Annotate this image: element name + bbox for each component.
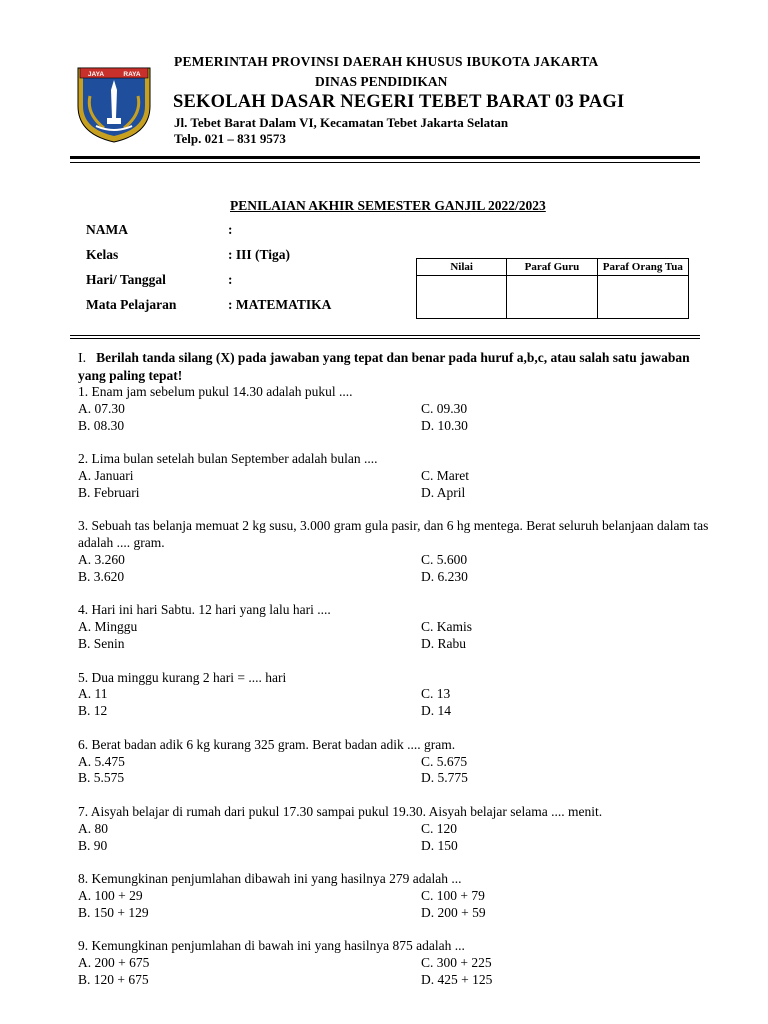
question-item (78, 737, 728, 787)
answer-option[interactable]: C. Kamis (421, 619, 473, 635)
grade-table (416, 258, 689, 319)
answer-option[interactable]: A. Minggu (78, 619, 138, 635)
question-text: 5. Dua minggu kurang 2 hari = .... hari (78, 669, 287, 685)
logo-banner-right: RAYA (123, 71, 141, 78)
answer-options (78, 888, 728, 922)
question-text: 4. Hari ini hari Sabtu. 12 hari yang lalu hari .... (78, 602, 331, 618)
answer-options (78, 468, 728, 502)
section-number: I. (78, 351, 87, 366)
answer-option[interactable]: B. 150 + 129 (78, 904, 149, 920)
answer-option[interactable]: A. 07.30 (78, 400, 125, 416)
section-divider (70, 338, 700, 339)
answer-options (78, 686, 728, 720)
answer-option[interactable]: C. 5.600 (421, 551, 468, 567)
exam-title: PENILAIAN AKHIR SEMESTER GANJIL 2022/2023 (230, 198, 546, 213)
question-item (78, 938, 728, 988)
answer-option[interactable]: A. 3.260 (78, 551, 125, 567)
field-value: : III (Tiga) (228, 247, 291, 262)
answer-option[interactable]: D. April (421, 484, 466, 500)
question-text: 1. Enam jam sebelum pukul 14.30 adalah pukul .... (78, 384, 353, 399)
answer-option[interactable]: B. Senin (78, 635, 125, 651)
header-divider-thick (70, 156, 700, 159)
answer-option[interactable]: D. 150 (421, 837, 458, 853)
field-label: NAMA (86, 222, 128, 237)
instruction-text: Berilah tanda silang (X) pada jawaban yang tepat dan benar pada huruf a,b,c, atau salah satu jawaban yang paling tepat! (78, 350, 690, 383)
answer-option[interactable]: C. 13 (421, 686, 451, 702)
question-item (78, 670, 728, 720)
field-label: Hari/ Tanggal (86, 272, 166, 287)
field-value: : (228, 222, 233, 237)
instruction (78, 349, 718, 384)
answer-option[interactable]: B. 90 (78, 837, 108, 853)
answer-option[interactable]: D. 425 + 125 (421, 971, 493, 987)
answer-option[interactable]: A. 100 + 29 (78, 887, 143, 903)
answer-option[interactable]: D. 14 (421, 703, 451, 719)
question-text: 9. Kemungkinan penjumlahan di bawah ini yang hasilnya 875 adalah ... (78, 938, 465, 954)
answer-option[interactable]: B. 120 + 675 (78, 971, 149, 987)
question-text: 6. Berat badan adik 6 kg kurang 325 gram. Berat badan adik .... gram. (78, 736, 456, 752)
grade-cell-paraf-guru[interactable] (507, 276, 597, 319)
answer-option[interactable]: D. Rabu (421, 635, 466, 651)
jaya-raya-emblem-icon (74, 66, 154, 144)
school-address: Jl. Tebet Barat Dalam VI, Kecamatan Tebet Jakarta Selatan (174, 115, 509, 130)
header-divider-thin (70, 162, 700, 163)
answer-option[interactable]: B. 3.620 (78, 568, 125, 584)
answer-option[interactable]: C. 300 + 225 (421, 955, 492, 971)
answer-options (78, 821, 728, 855)
answer-option[interactable]: A. 5.475 (78, 753, 125, 769)
field-value: : MATEMATIKA (228, 297, 332, 312)
question-item (78, 602, 728, 652)
field-kelas (86, 247, 290, 263)
question-item (78, 871, 728, 921)
grade-cell-paraf-orang-tua[interactable] (597, 276, 688, 319)
department-name: DINAS PENDIDIKAN (315, 74, 448, 89)
grade-header-paraf-guru: Paraf Guru (507, 259, 597, 276)
answer-option[interactable]: B. 08.30 (78, 417, 125, 433)
answer-option[interactable]: B. Februari (78, 484, 140, 500)
grade-header-nilai: Nilai (417, 259, 507, 276)
question-item (78, 451, 728, 501)
answer-option[interactable]: C. 120 (421, 820, 458, 836)
answer-option[interactable]: D. 5.775 (421, 770, 468, 786)
grade-cell-nilai[interactable] (417, 276, 507, 319)
answer-options (78, 754, 728, 788)
field-hari-tanggal (86, 272, 233, 288)
section-divider (70, 335, 700, 336)
field-nama (86, 222, 233, 238)
answer-option[interactable]: A. 200 + 675 (78, 955, 150, 971)
answer-option[interactable]: A. 80 (78, 820, 108, 836)
field-value: : (228, 272, 233, 287)
question-text: 3. Sebuah tas belanja memuat 2 kg susu, 3.000 gram gula pasir, dan 6 hg mentega. Berat seluruh belanjaan dalam tas adalah .... gram. (78, 518, 709, 551)
answer-option[interactable]: C. 09.30 (421, 400, 468, 416)
answer-option[interactable]: B. 5.575 (78, 770, 125, 786)
answer-options (78, 552, 728, 586)
question-item (78, 804, 728, 854)
question-text: 7. Aisyah belajar di rumah dari pukul 17.30 sampai pukul 19.30. Aisyah belajar selama .... menit. (78, 803, 603, 819)
question-item (78, 384, 728, 434)
answer-option[interactable]: C. 5.675 (421, 753, 468, 769)
school-phone: Telp. 021 – 831 9573 (174, 131, 286, 146)
answer-options (78, 955, 728, 989)
logo-banner-left: JAYA (87, 71, 105, 78)
grade-header-paraf-orang-tua: Paraf Orang Tua (597, 259, 688, 276)
school-name: SEKOLAH DASAR NEGERI TEBET BARAT 03 PAGI (173, 92, 625, 112)
answer-option[interactable]: D. 10.30 (421, 417, 468, 433)
answer-option[interactable]: A. 11 (78, 686, 108, 702)
answer-options (78, 401, 728, 435)
government-name: PEMERINTAH PROVINSI DAERAH KHUSUS IBUKOTA JAKARTA (174, 54, 599, 69)
answer-option[interactable]: D. 200 + 59 (421, 904, 486, 920)
question-text: 8. Kemungkinan penjumlahan dibawah ini yang hasilnya 279 adalah ... (78, 871, 462, 887)
answer-option[interactable]: A. Januari (78, 467, 134, 483)
answer-options (78, 619, 728, 653)
answer-option[interactable]: C. Maret (421, 467, 469, 483)
answer-option[interactable]: C. 100 + 79 (421, 887, 485, 903)
question-list (78, 384, 728, 989)
field-label: Mata Pelajaran (86, 297, 177, 312)
answer-option[interactable]: D. 6.230 (421, 568, 468, 584)
field-label: Kelas (86, 247, 119, 262)
question-item (78, 518, 728, 585)
question-text: 2. Lima bulan setelah bulan September adalah bulan .... (78, 451, 378, 467)
field-mata-pelajaran (86, 297, 331, 313)
answer-option[interactable]: B. 12 (78, 703, 108, 719)
